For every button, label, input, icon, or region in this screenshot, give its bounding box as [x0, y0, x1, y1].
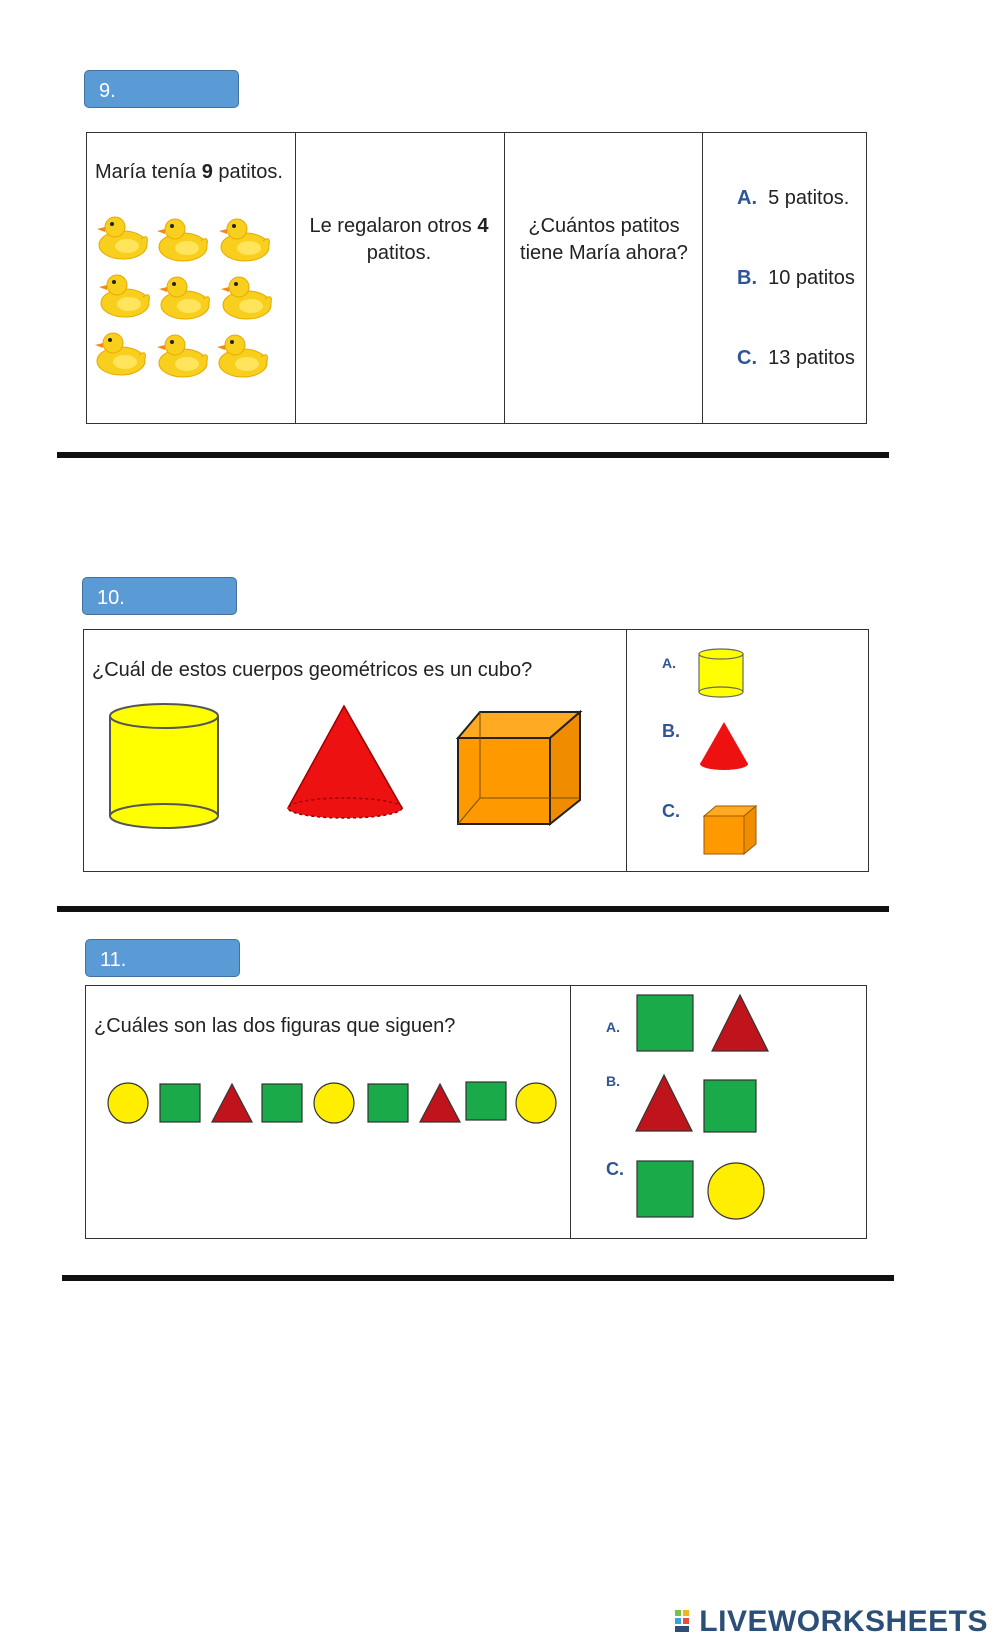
q9-statement-2-suffix: patitos.: [366, 242, 432, 264]
liveworksheets-mark-icon: [675, 1610, 697, 1634]
q10-option-b-cone-icon[interactable]: [696, 720, 752, 776]
q10-option-c-letter[interactable]: C.: [662, 801, 680, 821]
question-10-table: [83, 629, 869, 872]
question-11-table: [85, 985, 867, 1239]
q9-option-b-text: 10 patitos: [768, 267, 855, 289]
cone-icon: [288, 706, 402, 818]
q9-statement-1-number: 9: [201, 161, 213, 183]
separator-rule-3: [62, 1275, 894, 1281]
q10-shapes: [104, 702, 594, 832]
q11-option-b-letter[interactable]: B.: [606, 1073, 620, 1089]
option-c-square-icon: [637, 1161, 693, 1217]
q11-option-a-shapes[interactable]: [634, 992, 774, 1054]
liveworksheets-logo: [675, 1605, 988, 1639]
duck-1-icon: [97, 217, 147, 259]
q9-statement-1: [95, 159, 295, 186]
q9-option-c-letter: C.: [737, 347, 757, 369]
q11-divider: [570, 986, 571, 1238]
q11-option-c-shapes[interactable]: [634, 1158, 774, 1222]
q9-divider-3: [702, 133, 703, 423]
q9-option-c[interactable]: [737, 345, 855, 372]
q11-option-c-letter[interactable]: C.: [606, 1159, 624, 1179]
q9-option-b-letter: B.: [737, 267, 757, 289]
option-c-circle-icon: [708, 1163, 764, 1219]
q10-option-c-cube-icon[interactable]: [702, 804, 758, 858]
duck-2-icon: [157, 219, 207, 261]
q10-question: ¿Cuál de estos cuerpos geométricos es un cubo?: [92, 659, 533, 681]
option-b-triangle-icon: [636, 1075, 692, 1131]
q9-option-a-text: 5 patitos.: [768, 187, 850, 209]
ducks-illustration: [95, 213, 275, 383]
duck-9-icon: [217, 335, 267, 377]
q9-statement-2-prefix: Le regalaron otros: [309, 215, 478, 237]
sequence-triangle-2: [420, 1084, 460, 1122]
question-9-badge: 9.: [84, 70, 239, 108]
q9-statement-1-prefix: María tenía: [95, 161, 202, 183]
duck-3-icon: [219, 219, 269, 261]
sequence-circle-3: [516, 1083, 556, 1123]
separator-rule-2: [57, 906, 889, 912]
sequence-square-2: [262, 1084, 302, 1122]
cube-icon: [458, 712, 580, 824]
option-a-triangle-icon: [712, 995, 768, 1051]
duck-6-icon: [221, 277, 271, 319]
cylinder-icon: [110, 704, 218, 828]
q10-divider: [626, 630, 627, 871]
q9-divider-2: [504, 133, 505, 423]
q11-question: ¿Cuáles son las dos figuras que siguen?: [94, 1015, 456, 1037]
sequence-circle-2: [314, 1083, 354, 1123]
q9-statement-1-suffix: patitos.: [212, 161, 283, 183]
sequence-square-1: [160, 1084, 200, 1122]
sequence-square-3: [368, 1084, 408, 1122]
q10-option-b-letter[interactable]: B.: [662, 721, 680, 741]
duck-4-icon: [99, 275, 149, 317]
question-11-badge: 11.: [85, 939, 240, 977]
duck-5-icon: [159, 277, 209, 319]
question-10-badge: 10.: [82, 577, 237, 615]
q9-statement-2-number: 4: [477, 215, 489, 237]
liveworksheets-logo-text: LIVEWORKSHEETS: [699, 1605, 988, 1638]
q9-option-a[interactable]: [737, 185, 849, 212]
q9-option-a-letter: A.: [737, 187, 757, 209]
q9-statement-2: [299, 213, 499, 267]
sequence-square-4: [466, 1082, 506, 1120]
option-a-square-icon: [637, 995, 693, 1051]
q11-sequence: [106, 1080, 566, 1126]
option-b-square-icon: [704, 1080, 756, 1132]
duck-8-icon: [157, 335, 207, 377]
q11-option-a-letter[interactable]: A.: [606, 1019, 620, 1035]
question-9-table: [86, 132, 867, 424]
separator-rule-1: [57, 452, 889, 458]
q10-option-a-cylinder-icon[interactable]: [696, 646, 746, 700]
sequence-triangle-1: [212, 1084, 252, 1122]
q9-divider-1: [295, 133, 296, 423]
q9-option-b[interactable]: [737, 265, 855, 292]
q9-option-c-text: 13 patitos: [768, 347, 855, 369]
q11-option-b-shapes[interactable]: [634, 1072, 774, 1134]
sequence-circle-1: [108, 1083, 148, 1123]
duck-7-icon: [95, 333, 145, 375]
q10-option-a-letter[interactable]: A.: [662, 655, 676, 671]
q9-question: ¿Cuántos patitos tiene María ahora?: [520, 215, 688, 264]
